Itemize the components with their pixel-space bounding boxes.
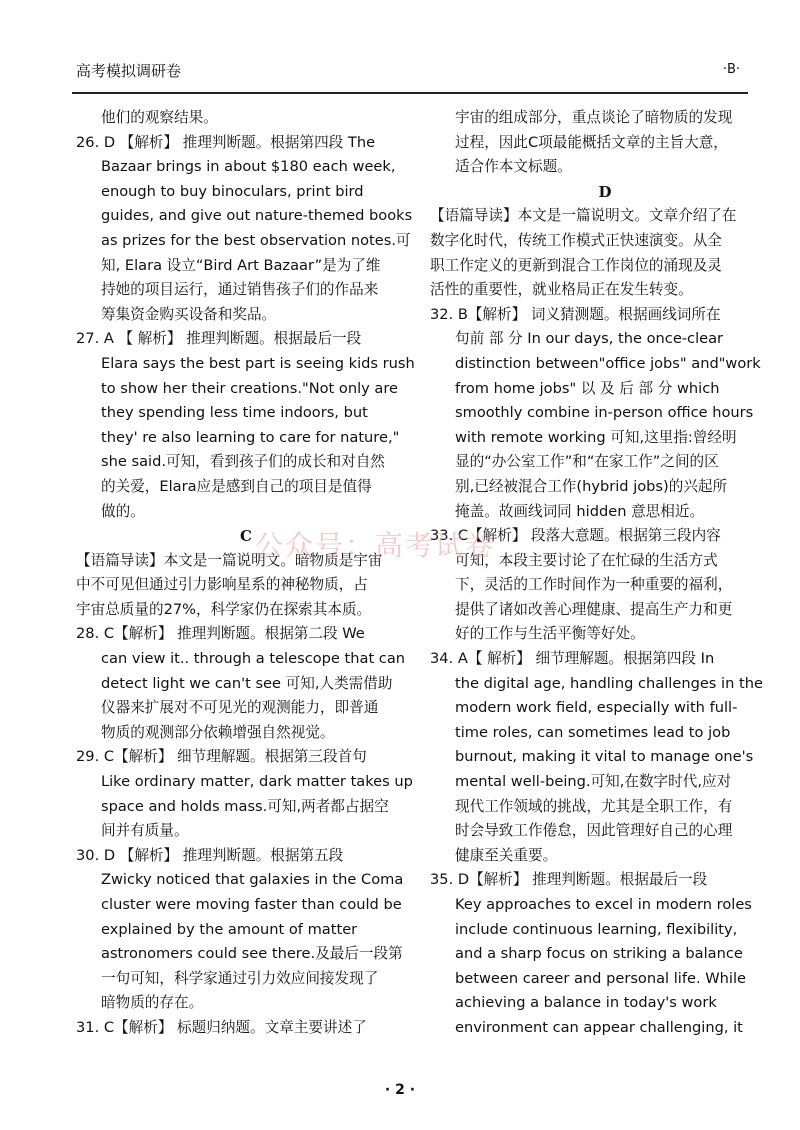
text-line: burnout, making it vital to manage one's: [455, 748, 754, 766]
text-line: cluster were moving faster than could be: [101, 896, 402, 913]
text-line: 他们的观察结果。: [101, 109, 218, 126]
text-line: and a sharp focus on striking a balance: [455, 945, 743, 963]
text-line: 暗物质的存在。: [101, 994, 204, 1012]
text-line: explained by the amount of matter: [101, 920, 358, 938]
text-line: modern work field, especially with full-: [455, 699, 738, 717]
text-line: mental well-being.可知,在数字时代,应对: [455, 773, 732, 791]
text-line: 健康至关重要。: [455, 846, 558, 864]
section-heading: C: [240, 527, 252, 546]
text-line: 筹集资金购买设备和奖品。: [101, 305, 277, 323]
text-line: Like ordinary matter, dark matter takes up: [101, 773, 413, 791]
text-line: 【语篇导读】本文是一篇说明文。文章介绍了在: [430, 207, 737, 225]
text-line: to show her their creations."Not only are: [101, 379, 399, 397]
text-line: 别,已经被混合工作(hybrid jobs)的兴起所: [455, 477, 728, 495]
text-line: 28. C【解析】 推理判断题。根据第二段 We: [76, 625, 365, 643]
text-line: enough to buy binoculars, print bird: [101, 182, 364, 200]
section-heading: D: [598, 182, 612, 201]
text-line: time roles, can sometimes lead to job: [455, 723, 731, 741]
text-line: 宇宙的组成部分，重点谈论了暗物质的发现: [455, 109, 733, 126]
text-line: Bazaar brings in about $180 each week,: [101, 158, 396, 176]
text-line: 句前 部 分 In our days, the once-clear: [455, 330, 724, 348]
text-line: 的关爱，Elara应是感到自己的项目是值得: [101, 477, 372, 495]
right-column: [430, 106, 780, 1041]
text-line: 33. C【解析】 段落大意题。根据第三段内容: [430, 527, 721, 545]
text-line: 可知，本段主要讨论了在忙碌的生活方式: [455, 551, 718, 569]
text-line: 知, Elara 设立“Bird Art Bazaar”是为了维: [101, 256, 381, 274]
text-line: 显的“办公室工作”和“在家工作”之间的区: [455, 453, 719, 471]
text-line: space and holds mass.可知,两者都占据空: [101, 797, 389, 815]
text-line: 26. D 【解析】 推理判断题。根据第四段 The: [76, 133, 376, 151]
text-line: 29. C【解析】 细节理解题。根据第三段首句: [76, 748, 367, 766]
text-line: 时会导致工作倦怠，因此管理好自己的心理: [455, 822, 733, 840]
text-line: 提供了诸如改善心理健康、提高生产力和更: [455, 600, 733, 618]
left-column: [76, 106, 416, 1041]
page-number: · 2 ·: [384, 1082, 416, 1098]
text-line: achieving a balance in today's work: [455, 994, 717, 1012]
text-line: 27. A 【 解析】 推理判断题。根据最后一段: [76, 330, 362, 348]
text-line: include continuous learning, flexibility,: [455, 920, 738, 938]
text-line: 一句可知，科学家通过引力效应间接发现了: [101, 969, 379, 987]
text-line: the digital age, handling challenges in the: [455, 674, 763, 692]
text-line: 30. D 【解析】 推理判断题。根据第五段: [76, 846, 344, 864]
text-line: 持她的项目运行，通过销售孩子们的作品来: [101, 281, 379, 299]
text-line: they spending less time indoors, but: [101, 404, 368, 422]
text-line: 适合作本文标题。: [455, 158, 572, 176]
text-line: 宇宙总质量的27%，科学家仍在探索其本质。: [76, 600, 372, 618]
text-line: can view it.. through a telescope that can: [101, 650, 406, 668]
text-line: 好的工作与生活平衡等好处。: [455, 625, 645, 643]
header-badge: ·B·: [722, 62, 740, 77]
text-line: 间并有质量。: [101, 822, 189, 840]
text-line: 做的。: [101, 502, 145, 520]
text-line: smoothly combine in-person office hours: [455, 404, 754, 422]
text-line: distinction between"office jobs" and"work: [455, 354, 761, 372]
text-line: Key approaches to excel in modern roles: [455, 896, 752, 913]
text-line: detect light we can't see 可知,人类需借助: [101, 674, 393, 692]
text-line: 数字化时代，传统工作模式正快速演变。从全: [430, 231, 722, 249]
text-line: astronomers could see there.及最后一段第: [101, 945, 403, 963]
header-rule: [72, 92, 748, 94]
text-line: they' re also learning to care for nature,": [101, 428, 400, 446]
text-line: from home jobs" 以 及 后 部 分 which: [455, 379, 720, 397]
text-line: 35. D【解析】 推理判断题。根据最后一段: [430, 871, 708, 889]
text-line: 34. A【 解析】 细节理解题。根据第四段 In: [430, 650, 715, 668]
text-line: environment can appear challenging, it: [455, 1018, 743, 1036]
text-line: 过程，因此C项最能概括文章的主旨大意，: [455, 133, 728, 151]
text-line: guides, and give out nature-themed books: [101, 207, 413, 225]
text-line: Zwicky noticed that galaxies in the Coma: [101, 871, 404, 889]
text-line: between career and personal life. While: [455, 969, 747, 987]
text-line: Elara says the best part is seeing kids rush: [101, 354, 415, 372]
text-line: 掩盖。故画线词同 hidden 意思相近。: [455, 502, 705, 520]
text-line: 中不可见但通过引力影响星系的神秘物质，占: [76, 576, 368, 594]
text-line: 现代工作领域的挑战，尤其是全职工作，有: [455, 797, 733, 815]
text-line: 仪器来扩展对不可见光的观测能力，即普通: [101, 699, 379, 717]
text-line: 32. B【解析】 词义猜测题。根据画线词所在: [430, 305, 721, 323]
text-line: 活性的重要性，就业格局正在发生转变。: [430, 281, 693, 299]
text-line: 31. C【解析】 标题归纳题。文章主要讲述了: [76, 1018, 367, 1036]
header-title: 高考模拟调研卷: [76, 62, 182, 80]
text-line: 职工作定义的更新到混合工作岗位的涌现及灵: [430, 256, 722, 274]
text-line: 物质的观测部分依赖增强自然视觉。: [101, 723, 335, 741]
text-line: as prizes for the best observation notes.可: [101, 231, 411, 249]
text-line: with remote working 可知,这里指:曾经明: [455, 428, 737, 446]
watermark: 公众号：高考试卷: [255, 529, 496, 562]
text-line: 【语篇导读】本文是一篇说明文。暗物质是宇宙: [76, 551, 383, 569]
text-line: 下，灵活的工作时间作为一种重要的福利，: [455, 576, 733, 594]
text-line: she said.可知，看到孩子们的成长和对自然: [101, 453, 385, 471]
